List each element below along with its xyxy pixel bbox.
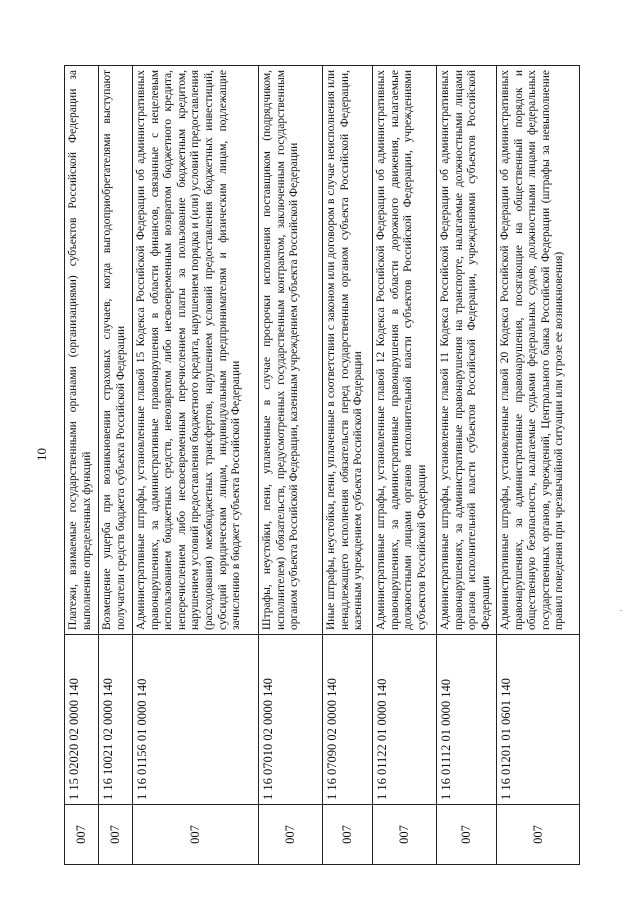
table-row xyxy=(132,65,258,865)
budget-code-cell: 1 16 07090 02 0000 140 xyxy=(323,634,372,804)
table-row xyxy=(98,65,132,865)
admin-code-cell: 007 xyxy=(437,804,496,864)
budget-code-cell: 1 16 01122 01 0000 140 xyxy=(373,634,436,804)
admin-code-cell: 007 xyxy=(323,804,372,864)
description-cell: Штрафы, неустойки, пени, уплаченные в случае просрочки исполнения поставщиком (подрядчиком, исполнителем) обязательств, предусмотренных государственным контрактом, заключенным государственным органом субъекта Российской Федерации, казенным учреждением субъекта Российской Федерации xyxy=(261,70,301,630)
budget-code-cell: 1 16 07010 02 0000 140 xyxy=(259,634,322,804)
description-cell: Административные штрафы, установленные главой 15 Кодекса Российской Федерации об административных правонарушениях, за административные правонарушения в области финансов, связанные с нецелевым использованием бюджетных средств, невозвратом либо несвоевременным возвратом бюджетного кредита, неперечислением либо несвоевременным перечислением платы за пользование бюджетным кредитом, нарушением условий предоставления бюджетного кредита, нарушением порядка и (или) условий предоставления (расходования) межбюджетных трансфертов, нарушением условий предоставления бюджетных инвестиций, субсидий юридическим лицам, индивидуальным предпринимателям и физическим лицам, подлежащие зачислению в бюджет субъекта Российской Федерации xyxy=(135,70,243,630)
budget-code-cell: 1 16 01201 01 0601 140 xyxy=(497,634,579,804)
description-cell: Возмещение ущерба при возникновении страховых случаев, когда выгодоприобретателями выступают получатели средств бюджета субъекта Российской Федерации xyxy=(101,70,127,630)
revenue-codes-table xyxy=(64,65,612,865)
scan-artifact xyxy=(620,610,622,611)
page-number: 10 xyxy=(34,448,49,461)
description-cell: Иные штрафы, неустойки, пени, уплаченные в соответствии с законом или договором в случае неисполнения или ненадлежащего исполнения обязательств перед государственным органом субъекта Российской Федерации, казенным учреждением субъекта Российской Федерации xyxy=(325,70,365,630)
budget-code-cell: 1 15 02020 02 0000 140 xyxy=(65,634,98,804)
budget-code-cell: 1 16 01156 01 0000 140 xyxy=(133,634,258,804)
table-row xyxy=(64,65,98,865)
admin-code-cell: 007 xyxy=(373,804,436,864)
admin-code-cell: 007 xyxy=(99,804,132,864)
table-row xyxy=(496,65,580,865)
table-row xyxy=(258,65,322,865)
description-cell: Административные штрафы, установленные главой 20 Кодекса Российской Федерации об административных правонарушениях, за административные правонарушения, посягающие на общественный порядок и общественную безопасность, налагаемые судьями федеральных судов, должностными лицами федеральных государственных органов, учреждений, Центрального банка Российской Федерации (штрафы за невыполнение правил поведения при чрезвычайной ситуации или угрозе ее возникновения) xyxy=(499,70,566,630)
table-row xyxy=(372,65,436,865)
admin-code-cell: 007 xyxy=(65,804,98,864)
admin-code-cell: 007 xyxy=(133,804,258,864)
budget-code-cell: 1 16 01112 01 0000 140 xyxy=(437,634,496,804)
budget-code-cell: 1 16 10021 02 0000 140 xyxy=(99,634,132,804)
description-cell: Административные штрафы, установленные главой 11 Кодекса Российской Федерации об административных правонарушениях, за административные правонарушения на транспорте, налагаемые должностными лицами органов исполнительной власти субъектов Российской Федерации, учреждениями субъектов Российской Федерации xyxy=(439,70,492,630)
description-cell: Административные штрафы, установленные главой 12 Кодекса Российской Федерации об административных правонарушениях, за административные правонарушения в области дорожного движения, налагаемые должностными лицами органов исполнительной власти субъектов Российской Федерации, учреждениями субъектов Российской Федерации xyxy=(375,70,428,630)
admin-code-cell: 007 xyxy=(259,804,322,864)
admin-code-cell: 007 xyxy=(497,804,579,864)
table-row xyxy=(322,65,372,865)
description-cell: Платежи, взимаемые государственными органами (организациями) субъектов Российской Федерации за выполнение определенных функций xyxy=(67,70,93,630)
table-row xyxy=(436,65,496,865)
